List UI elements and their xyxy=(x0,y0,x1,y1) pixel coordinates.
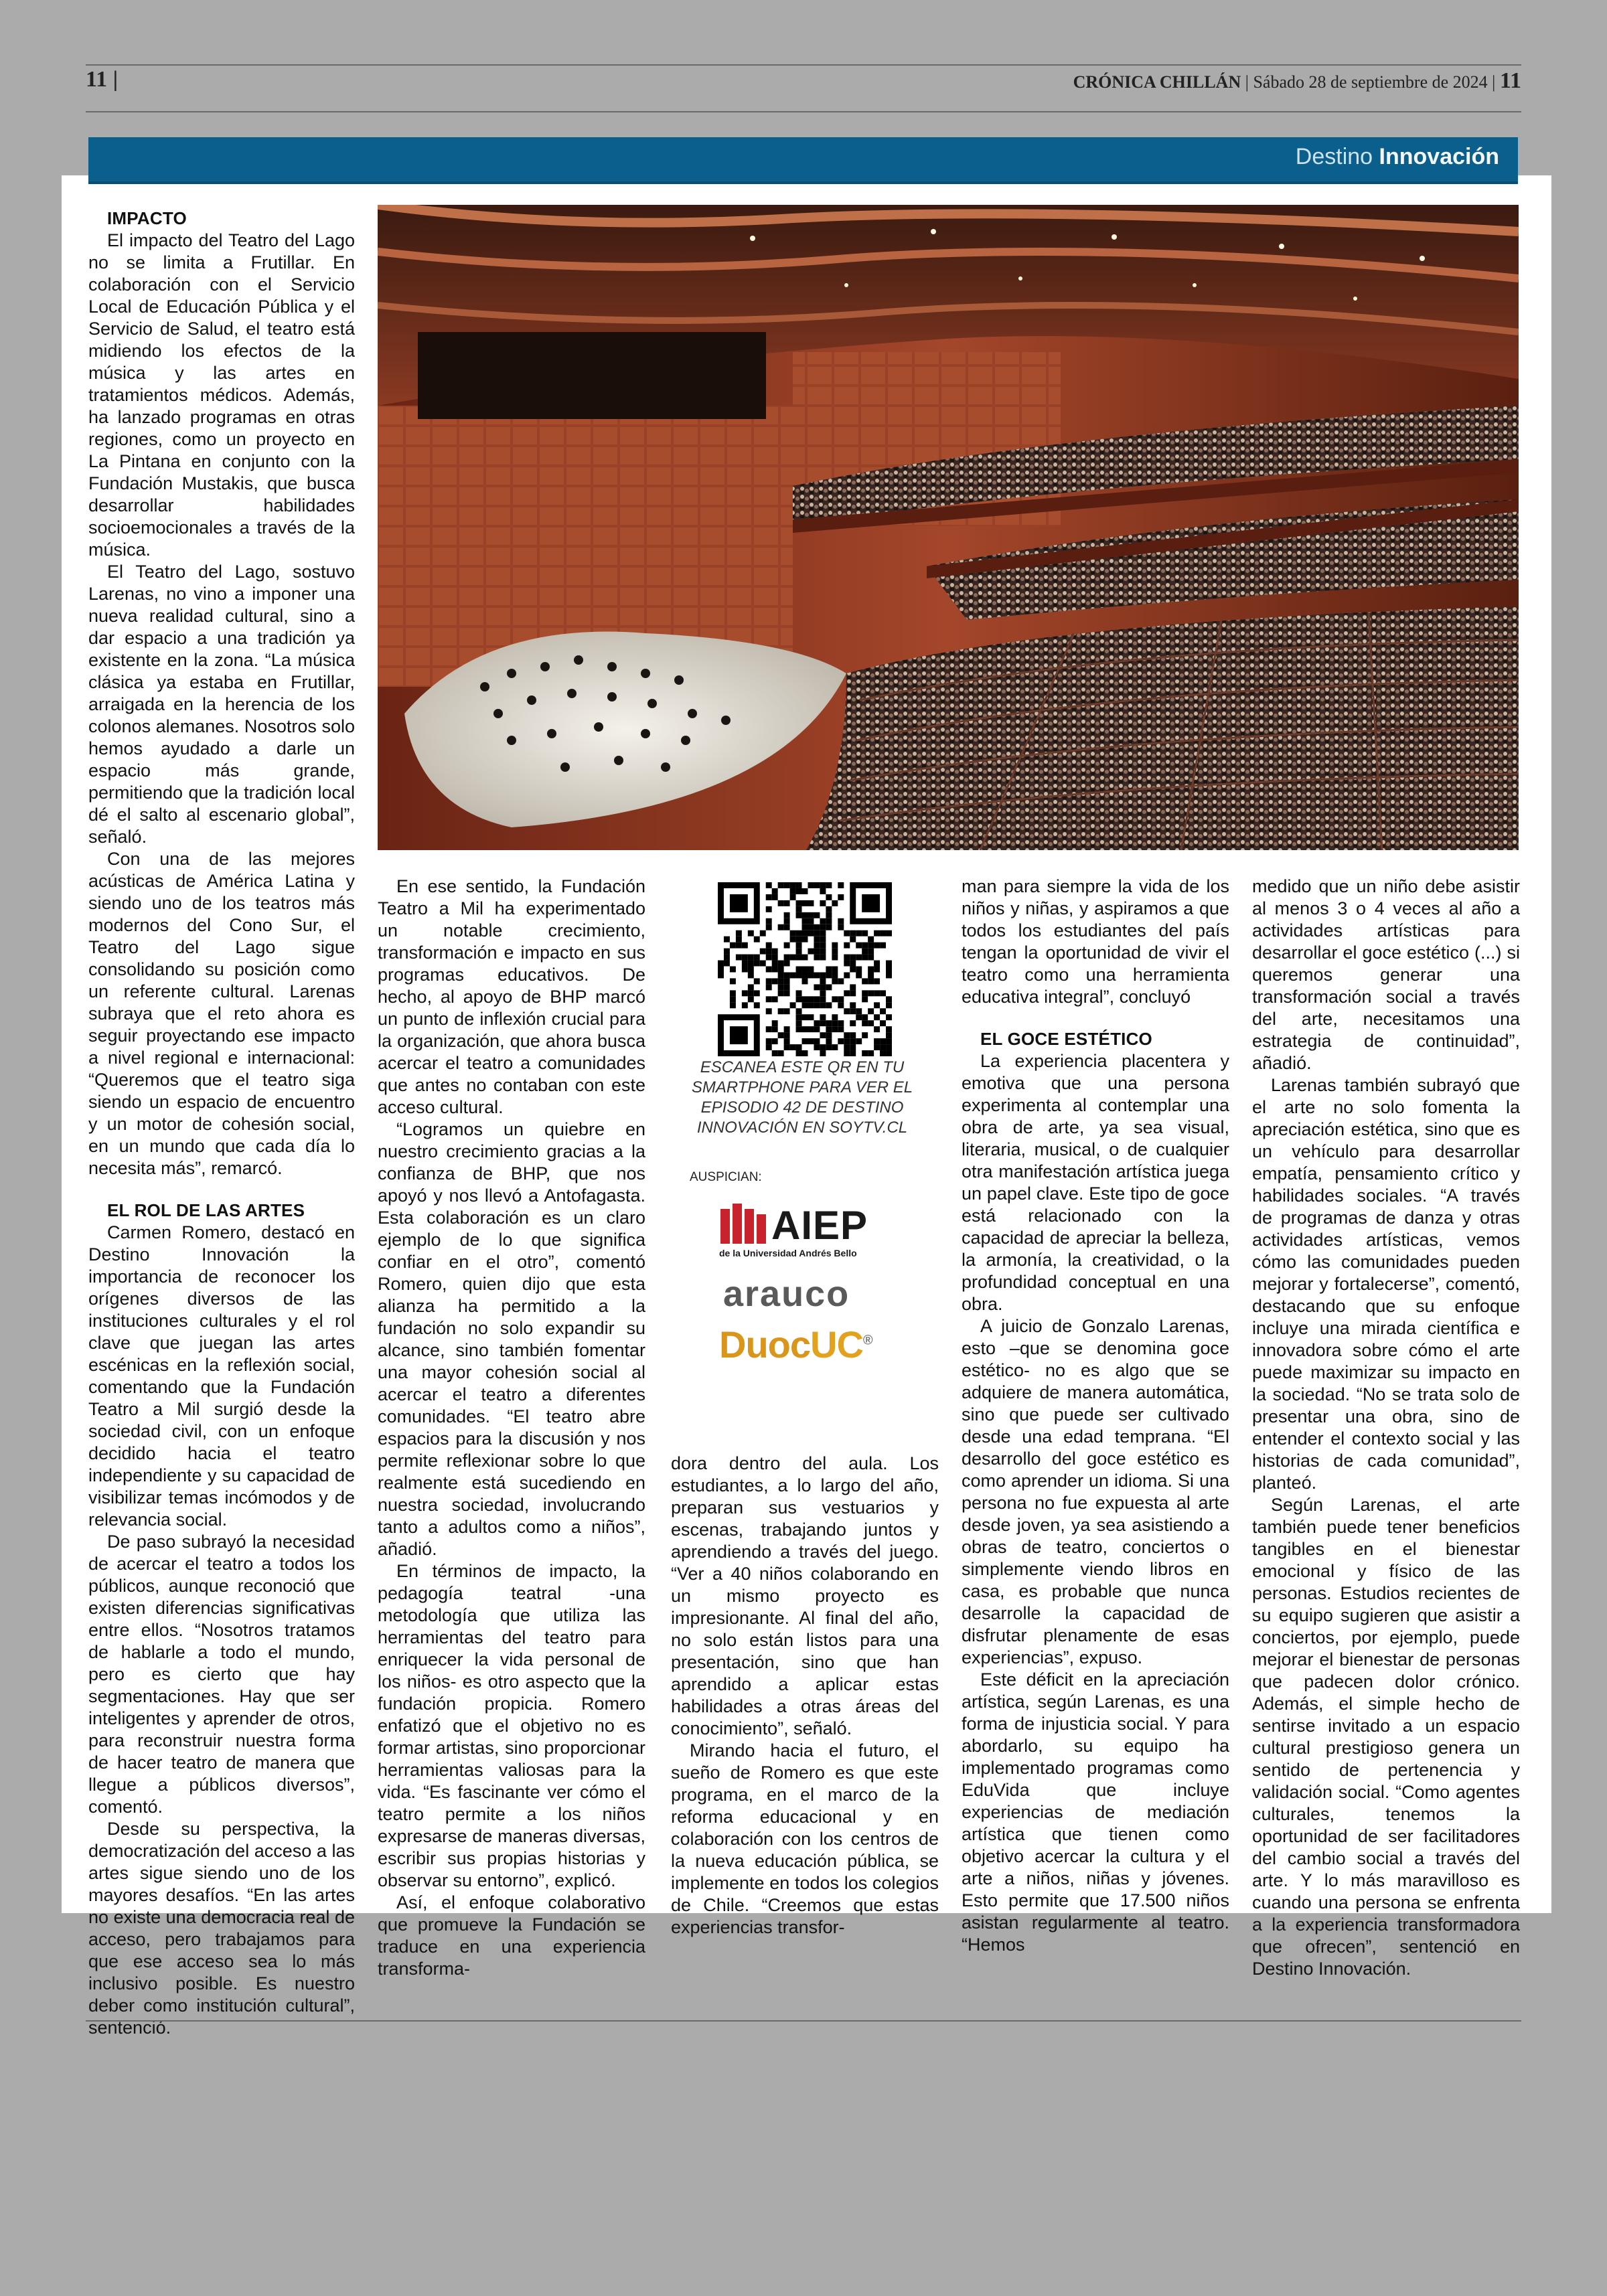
paper-name: CRÓNICA CHILLÁN xyxy=(1073,72,1241,92)
section-bar xyxy=(88,137,1518,184)
column-4 xyxy=(962,876,1229,1956)
qr-code-icon xyxy=(718,882,892,1056)
column-3 xyxy=(671,1453,939,1939)
section-label: Destino Innovación xyxy=(1295,144,1499,169)
column-2 xyxy=(378,876,645,1980)
paragraph: Según Larenas, el arte también puede tener beneficios tangibles en el bienestar emocional y físico de las personas. Estudios recientes de su equipo sugieren que asistir a conciertos, por ejemplo, puede mejorar el bienestar de personas que padecen dolor crónico. Además, el simple hecho de sentirse invitado a un espacio cultural prestigioso genera un sentido de pertenencia y validación social. “Como agentes culturales, tenemos la oportunidad de ser facilitadores del cambio social a través del arte. Y lo más maravilloso es cuando una persona se enfrenta a la experiencia transformadora que ofrecen”, sentenció en Destino Innovación. xyxy=(1252,1495,1520,1979)
paragraph: El impacto del Teatro del Lago no se limita a Frutillar. En colaboración con el Servicio Local de Educación Pública y el Servicio de Salud, el teatro está midiendo los efectos de la música y las artes en tratamientos médicos. Además, ha lanzado programas en otras regiones, como un proyecto en La Pintana en conjunto con la Fundación Mustakis, que busca desarrollar habilidades socioemocionales a través de la música. xyxy=(88,230,355,560)
paragraph: Carmen Romero, destacó en Destino Innovación la importancia de reconocer los orígenes diversos de las instituciones culturales y el rol clave que juegan las artes escénicas en la reflexión social, comentando que la Fundación Teatro a Mil surgió desde la sociedad civil, con un enfoque decidido hacia el teatro independiente y su capacidad de visibilizar temas incómodos y de relevancia social. xyxy=(88,1222,355,1530)
bottom-rule xyxy=(86,2020,1521,2022)
page-number-right: 11 xyxy=(1499,68,1521,93)
concert-hall-photo xyxy=(378,205,1519,850)
sponsors-label: AUSPICIAN: xyxy=(690,1170,762,1184)
paragraph: A juicio de Gonzalo Larenas, esto –que se denomina goce estético- no es algo que se adquiere de manera automática, sino que puede ser cultivado desde una edad temprana. “El desarrollo del goce estético es como aprender un idioma. Si una persona no fue expuesta al arte desde joven, ya sea asistiendo a obras de teatro, conciertos o simplemente viendo libros en casa, es probable que nunca desarrolle la capacidad de disfrutar plenamente de esas experiencias”, expuso. xyxy=(962,1316,1229,1667)
aiep-wordmark: AIEP xyxy=(771,1203,868,1248)
paragraph: El Teatro del Lago, sostuvo Larenas, no vino a imponer una nueva realidad cultural, sino a dar espacio a una tradición ya existente en la zona. “La música clásica ya estaba en Frutillar, arraigada en la herencia de los colonos alemanes. Nosotros solo hemos ayudado a darle un espacio más grande, permitiendo que la tradición local dé el salto al escenario global”, señaló. xyxy=(88,562,355,847)
paragraph: dora dentro del aula. Los estudiantes, a lo largo del año, preparan sus vestuarios y escenas, trabajando juntos y aprendiendo a través del juego. “Ver a 40 niños colaborando en un mismo proyecto es impresionante. Al final del año, no solo están listos para una presentación, sino que han aprendido a aplicar estas habilidades a otras áreas del conocimiento”, señaló. xyxy=(671,1453,939,1738)
paragraph: Este déficit en la apreciación artística, según Larenas, es una forma de injusticia social. Y para abordarlo, su equipo ha implementado programas como EduVida que incluye experiencias de mediación artística que tienen como objetivo acercar la cultura y el arte a niños, niñas y jóvenes. Esto permite que 17.500 niños asistan regularmente al teatro. “Hemos xyxy=(962,1669,1229,1955)
duoc-uc-logo: DuocUC® xyxy=(719,1323,872,1366)
paragraph: Con una de las mejores acústicas de América Latina y siendo uno de los teatros más modernos del Cono Sur, el Teatro del Lago sigue consolidando su posición como un referente cultural. Larenas subraya que el reto ahora es seguir proyectando ese impacto a nivel regional e internacional: “Queremos que el teatro siga siendo un espacio de encuentro y un motor de cohesión social, en un mundo que cada día lo necesita más”, remarcó. xyxy=(88,849,355,1178)
subhead-goce-estetico: EL GOCE ESTÉTICO xyxy=(980,1029,1152,1049)
subhead-impacto: IMPACTO xyxy=(107,208,187,228)
paragraph: Desde su perspectiva, la democratización del acceso a las artes sigue siendo uno de los mayores desafíos. “En las artes no existe una democracia real de acceso, pero trabajamos para que ese acceso sea lo más inclusivo posible. Es nuestro deber como institución cultural”, sentenció. xyxy=(88,1819,355,2038)
arauco-logo: arauco xyxy=(723,1274,850,1314)
paragraph: man para siempre la vida de los niños y niñas, y aspiramos a que todos los estudiantes del país tengan la oportunidad de vivir el teatro como una herramienta educativa integral”, concluyó xyxy=(962,876,1229,1007)
column-1 xyxy=(88,208,355,2039)
paragraph: De paso subrayó la necesidad de acercar el teatro a todos los públicos, aunque reconoció que existen diferencias significativas entre ellos. “Nosotros tratamos de hablarle a todo el mundo, pero es cierto que hay segmentaciones. Hay que ser inteligentes y aprender de otros, para reconstruir nuestra forma de hacer teatro de manera que llegue a públicos diversos”, comentó. xyxy=(88,1532,355,1817)
paragraph: En términos de impacto, la pedagogía teatral -una metodología que utiliza las herramientas del teatro para enriquecer la vida personal de los niños- es otro aspecto que la fundación propicia. Romero enfatizó que el objetivo no es formar artistas, sino proporcionar herramientas valiosas para la vida. “Es fascinante ver cómo el teatro permite a los niños expresarse de maneras diversas, escribir sus propias historias y observar su entorno”, explicó. xyxy=(378,1561,645,1890)
header-rule xyxy=(86,111,1521,112)
qr-caption: ESCANEA ESTE QR EN TU SMARTPHONE PARA VER EL EPISODIO 42 DE DESTINO INNOVACIÓN EN SOYTV.CL xyxy=(691,1058,913,1137)
paragraph: Mirando hacia el futuro, el sueño de Romero es que este programa, en el marco de la reforma educacional y en colaboración con los centros de la nueva educación pública, se implemente en todos los colegios de Chile. “Creemos que estas experiencias transfor- xyxy=(671,1740,939,1937)
paragraph: medido que un niño debe asistir al menos 3 o 4 veces al año a actividades artísticas para desarrollar el goce estético (...) si queremos generar una transformación social a través del arte, necesitamos una estrategia de continuidad”, añadió. xyxy=(1252,876,1520,1073)
paragraph: Así, el enfoque colaborativo que promueve la Fundación se traduce en una experiencia transforma- xyxy=(378,1892,645,1979)
paragraph: La experiencia placentera y emotiva que una persona experimenta al contemplar una obra de arte, ya sea visual, literaria, musical, o de cualquier otra manifestación artística juega un papel clave. Este tipo de goce está relacionado con la capacidad de apreciar la belleza, la armonía, la creatividad, o la profundidad conceptual en una obra. xyxy=(962,1051,1229,1314)
masthead: CRÓNICA CHILLÁN | Sábado 28 de septiembre de 2024 | 11 xyxy=(1073,68,1521,93)
paragraph: Larenas también subrayó que el arte no solo fomenta la apreciación estética, sino que es un vehículo para desarrollar empatía, pensamiento crítico y habilidades sociales. “A través de programas de danza y otras actividades artísticas, vemos cómo las comunidades pueden mejorar y fortalecerse”, comentó, destacando que su enfoque incluye una mirada científica e innovadora sobre cómo el arte puede maximizar su impacto en la sociedad. “No se trata solo de presentar una obra, sino de entender el contexto social y las historias de cada comunidad”, planteó. xyxy=(1252,1075,1520,1493)
aiep-subtitle: de la Universidad Andrés Bello xyxy=(719,1248,857,1258)
paragraph: En ese sentido, la Fundación Teatro a Mil ha experimentado un notable crecimiento, transformación e impacto en sus programas educativos. De hecho, al apoyo de BHP marcó un punto de inflexión crucial para la organización, que ahora busca acercar el teatro a comunidades que antes no contaban con este acceso cultural. xyxy=(378,876,645,1117)
paragraph: “Logramos un quiebre en nuestro crecimiento gracias a la confianza de BHP, que nos apoyó y nos llevó a Antofagasta. Esta colaboración es un claro ejemplo de lo que significa confiar en el otro”, comentó Romero, quien dijo que esta alianza ha permitido a la fundación no solo expandir su alcance, sino también fomentar una mayor cohesión social al acercar el teatro a diferentes comunidades. “El teatro abre espacios para la discusión y nos permite reflexionar sobre lo que realmente está sucediendo en nuestra sociedad, involucrando tanto a adultos como a niños”, añadió. xyxy=(378,1119,645,1559)
subhead-rol-artes: EL ROL DE LAS ARTES xyxy=(107,1200,305,1220)
qr-code[interactable] xyxy=(718,882,892,1056)
issue-date: Sábado 28 de septiembre de 2024 xyxy=(1253,72,1488,92)
concert-hall-illustration xyxy=(378,205,1519,850)
page-number-left: 11 | xyxy=(86,67,119,92)
aiep-logo xyxy=(719,1204,893,1264)
top-rule xyxy=(86,64,1521,66)
column-5 xyxy=(1252,876,1520,1980)
